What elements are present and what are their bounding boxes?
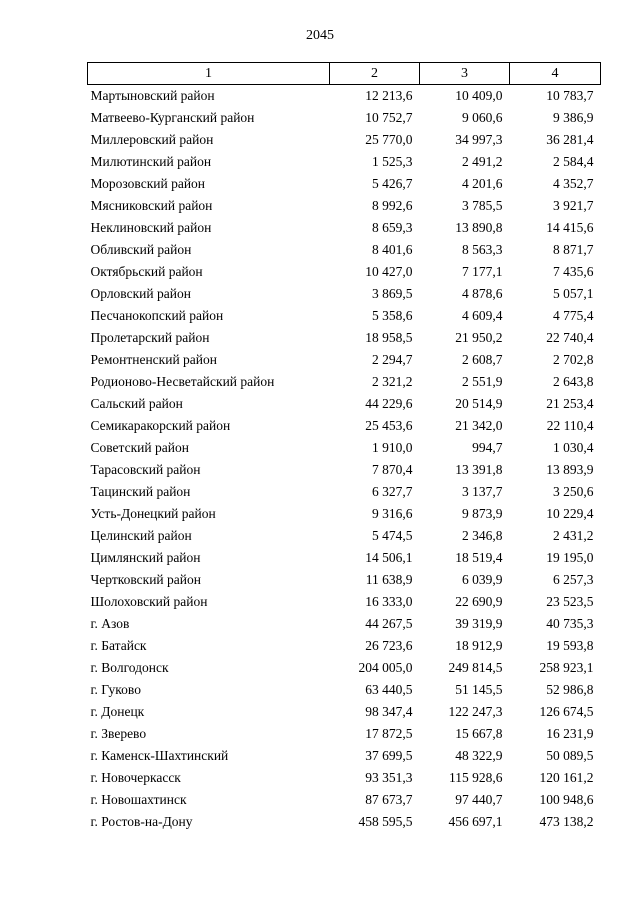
- district-name-cell: Пролетарский район: [90, 330, 210, 345]
- value-cell-col-2: 5 474,5: [372, 528, 413, 543]
- district-name-cell: Неклиновский район: [90, 220, 212, 235]
- value-cell-col-4: 19 195,0: [546, 550, 594, 565]
- value-cell-col-2: 1 525,3: [372, 154, 413, 169]
- value-cell-col-4: 50 089,5: [546, 748, 594, 763]
- column-header-4: 4: [510, 63, 601, 85]
- value-cell-col-2: 6 327,7: [372, 484, 413, 499]
- value-cell-col-3: 34 997,3: [455, 132, 503, 147]
- value-cell-col-2: 8 401,6: [372, 242, 413, 257]
- value-cell-col-2: 458 595,5: [358, 814, 413, 829]
- value-cell-col-4: 22 740,4: [546, 330, 594, 345]
- value-cell-col-2: 204 005,0: [358, 660, 413, 675]
- table-row: [88, 789, 601, 811]
- value-cell-col-3: 9 060,6: [462, 110, 503, 125]
- value-cell-col-4: 2 702,8: [553, 352, 594, 367]
- value-cell-col-3: 97 440,7: [455, 792, 503, 807]
- value-cell-col-3: 20 514,9: [455, 396, 503, 411]
- value-cell-col-3: 21 342,0: [455, 418, 503, 433]
- value-cell-col-3: 994,7: [472, 440, 503, 455]
- value-cell-col-3: 249 814,5: [448, 660, 503, 675]
- value-cell-col-3: 22 690,9: [455, 594, 503, 609]
- district-name-cell: Цимлянский район: [90, 550, 201, 565]
- table-row: [88, 811, 601, 833]
- table-row: [88, 173, 601, 195]
- value-cell-col-2: 18 958,5: [365, 330, 413, 345]
- district-name-cell: Мясниковский район: [90, 198, 213, 213]
- value-cell-col-3: 2 346,8: [462, 528, 503, 543]
- table-row: [88, 239, 601, 261]
- value-cell-col-2: 25 770,0: [365, 132, 413, 147]
- value-cell-col-2: 26 723,6: [365, 638, 413, 653]
- value-cell-col-4: 36 281,4: [546, 132, 594, 147]
- district-name-cell: Советский район: [90, 440, 189, 455]
- district-name-cell: г. Батайск: [90, 638, 147, 653]
- district-name-cell: Семикаракорский район: [90, 418, 231, 433]
- value-cell-col-3: 6 039,9: [462, 572, 503, 587]
- value-cell-col-4: 10 229,4: [546, 506, 594, 521]
- value-cell-col-3: 13 391,8: [455, 462, 503, 477]
- table-row: [88, 437, 601, 459]
- table-row: [88, 371, 601, 393]
- table-row: [88, 415, 601, 437]
- value-cell-col-3: 18 519,4: [455, 550, 503, 565]
- value-cell-col-2: 8 659,3: [372, 220, 413, 235]
- table-row: [88, 679, 601, 701]
- district-name-cell: Морозовский район: [90, 176, 206, 191]
- value-cell-col-2: 7 870,4: [372, 462, 413, 477]
- value-cell-col-4: 3 921,7: [553, 198, 594, 213]
- value-cell-col-3: 2 551,9: [462, 374, 503, 389]
- value-cell-col-4: 52 986,8: [546, 682, 594, 697]
- value-cell-col-2: 5 426,7: [372, 176, 413, 191]
- column-header-2: 2: [330, 63, 420, 85]
- column-header-1: 1: [88, 63, 330, 85]
- column-header-3: 3: [420, 63, 510, 85]
- value-cell-col-4: 473 138,2: [539, 814, 594, 829]
- table-row: [88, 85, 601, 108]
- page-number: 2045: [306, 28, 334, 43]
- district-name-cell: Орловский район: [90, 286, 191, 301]
- table-row: [88, 767, 601, 789]
- value-cell-col-3: 2 491,2: [462, 154, 503, 169]
- district-name-cell: г. Азов: [90, 616, 130, 631]
- value-cell-col-4: 2 584,4: [553, 154, 594, 169]
- value-cell-col-2: 10 752,7: [365, 110, 413, 125]
- district-name-cell: Чертковский район: [90, 572, 201, 587]
- district-name-cell: г. Зверево: [90, 726, 147, 741]
- district-name-cell: г. Волгодонск: [90, 660, 169, 675]
- value-cell-col-4: 14 415,6: [546, 220, 594, 235]
- table-row: [88, 745, 601, 767]
- value-cell-col-3: 2 608,7: [462, 352, 503, 367]
- table-row: [88, 327, 601, 349]
- value-cell-col-3: 51 145,5: [455, 682, 503, 697]
- table-row: [88, 217, 601, 239]
- value-cell-col-4: 2 431,2: [553, 528, 594, 543]
- district-name-cell: г. Гуково: [90, 682, 141, 697]
- table-row: [88, 547, 601, 569]
- value-cell-col-3: 21 950,2: [455, 330, 503, 345]
- value-cell-col-3: 3 137,7: [462, 484, 503, 499]
- table-row: [88, 459, 601, 481]
- value-cell-col-4: 120 161,2: [539, 770, 594, 785]
- value-cell-col-4: 10 783,7: [546, 88, 594, 103]
- value-cell-col-2: 2 321,2: [372, 374, 413, 389]
- table-row: [88, 393, 601, 415]
- value-cell-col-4: 4 352,7: [553, 176, 594, 191]
- value-cell-col-3: 18 912,9: [455, 638, 503, 653]
- district-name-cell: Шолоховский район: [90, 594, 208, 609]
- value-cell-col-3: 39 319,9: [455, 616, 503, 631]
- value-cell-col-4: 4 775,4: [553, 308, 594, 323]
- value-cell-col-4: 258 923,1: [539, 660, 594, 675]
- value-cell-col-2: 3 869,5: [372, 286, 413, 301]
- value-cell-col-3: 10 409,0: [455, 88, 503, 103]
- value-cell-col-4: 2 643,8: [553, 374, 594, 389]
- district-name-cell: Тарасовский район: [90, 462, 201, 477]
- value-cell-col-4: 23 523,5: [546, 594, 594, 609]
- district-name-cell: Обливский район: [90, 242, 192, 257]
- value-cell-col-2: 44 229,6: [365, 396, 413, 411]
- value-cell-col-2: 25 453,6: [365, 418, 413, 433]
- table-row: [88, 613, 601, 635]
- value-cell-col-3: 7 177,1: [462, 264, 503, 279]
- value-cell-col-3: 48 322,9: [455, 748, 503, 763]
- value-cell-col-4: 9 386,9: [553, 110, 594, 125]
- value-cell-col-2: 63 440,5: [365, 682, 413, 697]
- table-row: [88, 349, 601, 371]
- district-name-cell: г. Ростов-на-Дону: [90, 814, 193, 829]
- value-cell-col-4: 19 593,8: [546, 638, 594, 653]
- table-row: [88, 261, 601, 283]
- table-row: [88, 591, 601, 613]
- value-cell-col-2: 37 699,5: [365, 748, 413, 763]
- district-name-cell: г. Донецк: [90, 704, 145, 719]
- value-cell-col-3: 8 563,3: [462, 242, 503, 257]
- value-cell-col-2: 44 267,5: [365, 616, 413, 631]
- table-row: [88, 503, 601, 525]
- value-cell-col-4: 3 250,6: [553, 484, 594, 499]
- table-row: [88, 283, 601, 305]
- value-cell-col-4: 7 435,6: [553, 264, 594, 279]
- value-cell-col-4: 8 871,7: [553, 242, 594, 257]
- value-cell-col-2: 17 872,5: [365, 726, 413, 741]
- table-row: [88, 525, 601, 547]
- value-cell-col-3: 3 785,5: [462, 198, 503, 213]
- value-cell-col-4: 100 948,6: [539, 792, 594, 807]
- value-cell-col-4: 16 231,9: [546, 726, 594, 741]
- value-cell-col-4: 13 893,9: [546, 462, 594, 477]
- district-name-cell: Матвеево-Курганский район: [90, 110, 255, 125]
- value-cell-col-4: 21 253,4: [546, 396, 594, 411]
- value-cell-col-2: 12 213,6: [365, 88, 413, 103]
- value-cell-col-3: 4 609,4: [462, 308, 503, 323]
- value-cell-col-3: 456 697,1: [448, 814, 503, 829]
- table-row: [88, 107, 601, 129]
- value-cell-col-4: 5 057,1: [553, 286, 594, 301]
- value-cell-col-4: 6 257,3: [553, 572, 594, 587]
- value-cell-col-2: 8 992,6: [372, 198, 413, 213]
- district-name-cell: Родионово-Несветайский район: [90, 374, 275, 389]
- value-cell-col-3: 9 873,9: [462, 506, 503, 521]
- value-cell-col-2: 9 316,6: [372, 506, 413, 521]
- value-cell-col-2: 1 910,0: [372, 440, 413, 455]
- value-cell-col-4: 1 030,4: [553, 440, 594, 455]
- district-name-cell: Милютинский район: [90, 154, 212, 169]
- district-name-cell: Мартыновский район: [90, 88, 215, 103]
- district-name-cell: Сальский район: [90, 396, 183, 411]
- table-row: [88, 151, 601, 173]
- district-name-cell: г. Новочеркасск: [90, 770, 181, 785]
- district-name-cell: Октябрьский район: [90, 264, 203, 279]
- district-name-cell: Целинский район: [90, 528, 192, 543]
- value-cell-col-3: 15 667,8: [455, 726, 503, 741]
- value-cell-col-2: 2 294,7: [372, 352, 413, 367]
- value-cell-col-4: 40 735,3: [546, 616, 594, 631]
- value-cell-col-2: 10 427,0: [365, 264, 413, 279]
- table-row: [88, 723, 601, 745]
- value-cell-col-2: 98 347,4: [365, 704, 413, 719]
- value-cell-col-3: 13 890,8: [455, 220, 503, 235]
- value-cell-col-4: 22 110,4: [546, 418, 594, 433]
- district-name-cell: г. Каменск-Шахтинский: [90, 748, 229, 763]
- value-cell-col-2: 87 673,7: [365, 792, 413, 807]
- value-cell-col-2: 5 358,6: [372, 308, 413, 323]
- district-name-cell: Миллеровский район: [90, 132, 214, 147]
- table-row: [88, 701, 601, 723]
- value-cell-col-2: 11 638,9: [365, 572, 413, 587]
- table-row: [88, 195, 601, 217]
- value-cell-col-3: 122 247,3: [448, 704, 503, 719]
- value-cell-col-4: 126 674,5: [539, 704, 594, 719]
- table-row: [88, 657, 601, 679]
- value-cell-col-2: 16 333,0: [365, 594, 413, 609]
- value-cell-col-2: 14 506,1: [365, 550, 413, 565]
- district-name-cell: г. Новошахтинск: [90, 792, 187, 807]
- district-name-cell: Песчанокопский район: [90, 308, 224, 323]
- table-row: [88, 569, 601, 591]
- budget-table: [87, 62, 601, 833]
- table-row: [88, 635, 601, 657]
- table-header-row: [88, 63, 601, 85]
- district-name-cell: Усть-Донецкий район: [90, 506, 216, 521]
- table-row: [88, 129, 601, 151]
- table-body: [88, 85, 601, 834]
- value-cell-col-3: 4 878,6: [462, 286, 503, 301]
- value-cell-col-2: 93 351,3: [365, 770, 413, 785]
- district-name-cell: Тацинский район: [90, 484, 191, 499]
- table-row: [88, 481, 601, 503]
- value-cell-col-3: 4 201,6: [462, 176, 503, 191]
- value-cell-col-3: 115 928,6: [449, 770, 503, 785]
- table-row: [88, 305, 601, 327]
- district-name-cell: Ремонтненский район: [90, 352, 217, 367]
